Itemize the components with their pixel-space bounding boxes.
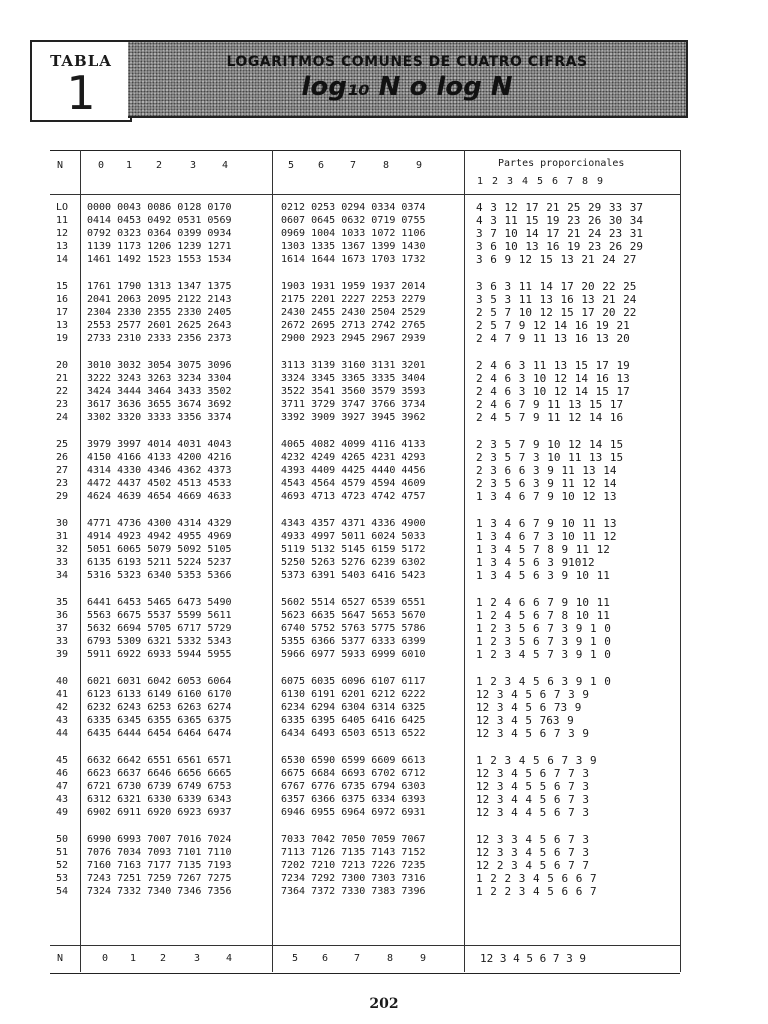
row-number: 40 bbox=[56, 676, 69, 687]
row-proportional-parts: 1 2 2 3 4 5 6 6 7 bbox=[476, 885, 597, 898]
row-number: 25 bbox=[56, 439, 69, 450]
row-proportional-parts: 12 3 4 5 6 7 3 9 bbox=[476, 688, 589, 701]
row-number: 33 bbox=[56, 636, 69, 647]
row-mantissas-0-4: 2041 2063 2095 2122 2143 bbox=[87, 294, 232, 305]
row-proportional-parts: 1 3 4 5 6 3 91012 bbox=[476, 556, 595, 569]
row-number: 44 bbox=[56, 728, 69, 739]
row-mantissas-5-9: 1303 1335 1367 1399 1430 bbox=[281, 241, 426, 252]
row-mantissas-0-4: 4314 4330 4346 4362 4373 bbox=[87, 465, 232, 476]
footer-rule bbox=[50, 945, 680, 946]
row-number: 35 bbox=[56, 597, 69, 608]
row-mantissas-0-4: 1461 1492 1523 1553 1534 bbox=[87, 254, 232, 265]
table-right-edge bbox=[680, 150, 681, 972]
row-mantissas-5-9: 3711 3729 3747 3766 3734 bbox=[281, 399, 426, 410]
row-number: 23 bbox=[56, 399, 69, 410]
row-mantissas-5-9: 7033 7042 7050 7059 7067 bbox=[281, 834, 426, 845]
row-proportional-parts: 2 5 7 9 12 14 16 19 21 bbox=[476, 319, 630, 332]
row-mantissas-5-9: 3113 3139 3160 3131 3201 bbox=[281, 360, 426, 371]
row-proportional-parts: 1 2 3 4 5 6 3 9 1 0 bbox=[476, 675, 611, 688]
row-mantissas-0-4: 5911 6922 6933 5944 5955 bbox=[87, 649, 232, 660]
row-proportional-parts: 2 3 5 7 9 10 12 14 15 bbox=[476, 438, 624, 451]
table-label-word: TABLA bbox=[50, 52, 112, 70]
row-proportional-parts: 1 3 4 6 7 9 10 11 13 bbox=[476, 517, 617, 530]
row-mantissas-5-9: 1903 1931 1959 1937 2014 bbox=[281, 281, 426, 292]
row-proportional-parts: 1 3 4 5 7 8 9 11 12 bbox=[476, 543, 610, 556]
row-number: 39 bbox=[56, 649, 69, 660]
row-proportional-parts: 1 2 3 4 5 6 7 3 9 bbox=[476, 754, 597, 767]
row-mantissas-5-9: 5250 5263 5276 6239 6302 bbox=[281, 557, 426, 568]
row-proportional-parts: 1 2 4 6 6 7 9 10 11 bbox=[476, 596, 610, 609]
row-number: 14 bbox=[56, 254, 69, 265]
parts-col-9: 9 bbox=[597, 176, 604, 187]
row-number: 29 bbox=[56, 491, 69, 502]
row-number: 13 bbox=[56, 241, 69, 252]
header-col-0: 0 bbox=[98, 160, 105, 171]
row-mantissas-0-4: 6312 6321 6330 6339 6343 bbox=[87, 794, 232, 805]
row-mantissas-0-4: 3617 3636 3655 3674 3692 bbox=[87, 399, 232, 410]
row-proportional-parts: 2 4 6 3 10 12 14 16 13 bbox=[476, 372, 630, 385]
row-mantissas-0-4: 7243 7251 7259 7267 7275 bbox=[87, 873, 232, 884]
row-proportional-parts: 12 3 3 4 5 6 7 3 bbox=[476, 846, 589, 859]
row-mantissas-5-9: 4933 4997 5011 6024 5033 bbox=[281, 531, 426, 542]
row-mantissas-5-9: 6530 6590 6599 6609 6613 bbox=[281, 755, 426, 766]
row-mantissas-0-4: 3302 3320 3333 3356 3374 bbox=[87, 412, 232, 423]
row-mantissas-0-4: 3424 3444 3464 3433 3502 bbox=[87, 386, 232, 397]
row-proportional-parts: 2 5 7 10 12 15 17 20 22 bbox=[476, 306, 637, 319]
row-mantissas-0-4: 6902 6911 6920 6923 6937 bbox=[87, 807, 232, 818]
row-mantissas-5-9: 6335 6395 6405 6416 6425 bbox=[281, 715, 426, 726]
row-proportional-parts: 2 4 6 3 11 13 15 17 19 bbox=[476, 359, 630, 372]
row-mantissas-5-9: 4543 4564 4579 4594 4609 bbox=[281, 478, 426, 489]
row-proportional-parts: 1 2 3 5 6 7 3 9 1 0 bbox=[476, 635, 611, 648]
row-number: 53 bbox=[56, 873, 69, 884]
row-proportional-parts: 3 7 10 14 17 21 24 23 31 bbox=[476, 227, 643, 240]
row-mantissas-0-4: 4472 4437 4502 4513 4533 bbox=[87, 478, 232, 489]
row-number: 49 bbox=[56, 807, 69, 818]
row-mantissas-0-4: 6021 6031 6042 6053 6064 bbox=[87, 676, 232, 687]
footer-col-6: 6 bbox=[322, 953, 329, 964]
parts-col-4: 4 bbox=[522, 176, 529, 187]
row-proportional-parts: 12 3 4 4 5 6 7 3 bbox=[476, 806, 589, 819]
row-proportional-parts: 2 4 5 7 9 11 12 14 16 bbox=[476, 411, 624, 424]
footer-col-8: 8 bbox=[387, 953, 394, 964]
row-mantissas-0-4: 6135 6193 5211 5224 5237 bbox=[87, 557, 232, 568]
row-mantissas-5-9: 6075 6035 6096 6107 6117 bbox=[281, 676, 426, 687]
row-proportional-parts: 1 2 2 3 4 5 6 6 7 bbox=[476, 872, 597, 885]
header-col-2: 2 bbox=[156, 160, 163, 171]
page-number: 202 bbox=[369, 996, 399, 1012]
row-proportional-parts: 2 4 6 7 9 11 13 15 17 bbox=[476, 398, 624, 411]
column-divider-middle bbox=[272, 150, 273, 972]
row-proportional-parts: 3 6 9 12 15 13 21 24 27 bbox=[476, 253, 637, 266]
row-proportional-parts: 1 2 4 5 6 7 8 10 11 bbox=[476, 609, 610, 622]
row-number: 37 bbox=[56, 623, 69, 634]
row-number: 22 bbox=[56, 386, 69, 397]
row-number: 19 bbox=[56, 333, 69, 344]
parts-col-7: 7 bbox=[567, 176, 574, 187]
row-mantissas-0-4: 5563 6675 5537 5599 5611 bbox=[87, 610, 232, 621]
row-mantissas-5-9: 0607 0645 0632 0719 0755 bbox=[281, 215, 426, 226]
row-mantissas-0-4: 7076 7034 7093 7101 7110 bbox=[87, 847, 232, 858]
row-mantissas-0-4: 3979 3997 4014 4031 4043 bbox=[87, 439, 232, 450]
row-mantissas-0-4: 2304 2330 2355 2330 2405 bbox=[87, 307, 232, 318]
row-mantissas-5-9: 5623 6635 5647 5653 5670 bbox=[281, 610, 426, 621]
row-mantissas-0-4: 1761 1790 1313 1347 1375 bbox=[87, 281, 232, 292]
footer-col-2: 2 bbox=[160, 953, 167, 964]
row-number: 50 bbox=[56, 834, 69, 845]
table-label bbox=[30, 40, 132, 122]
row-proportional-parts: 12 2 3 4 5 6 7 7 bbox=[476, 859, 589, 872]
title-banner bbox=[128, 40, 688, 118]
row-number: 24 bbox=[56, 412, 69, 423]
header-col-4: 4 bbox=[222, 160, 229, 171]
row-number: 26 bbox=[56, 452, 69, 463]
row-number: 12 bbox=[56, 228, 69, 239]
footer-col-1: 1 bbox=[130, 953, 137, 964]
row-mantissas-5-9: 2672 2695 2713 2742 2765 bbox=[281, 320, 426, 331]
row-proportional-parts: 1 3 4 6 7 9 10 12 13 bbox=[476, 490, 617, 503]
row-number: 31 bbox=[56, 531, 69, 542]
parts-col-8: 8 bbox=[582, 176, 589, 187]
row-mantissas-5-9: 0969 1004 1033 1072 1106 bbox=[281, 228, 426, 239]
row-mantissas-0-4: 6435 6444 6454 6464 6474 bbox=[87, 728, 232, 739]
row-number: 54 bbox=[56, 886, 69, 897]
row-proportional-parts: 12 3 3 4 5 6 7 3 bbox=[476, 833, 589, 846]
row-mantissas-0-4: 6123 6133 6149 6160 6170 bbox=[87, 689, 232, 700]
row-mantissas-0-4: 2733 2310 2333 2356 2373 bbox=[87, 333, 232, 344]
row-proportional-parts: 12 3 4 5 763 9 bbox=[476, 714, 574, 727]
row-mantissas-0-4: 6232 6243 6253 6263 6274 bbox=[87, 702, 232, 713]
row-number: LO bbox=[56, 202, 69, 213]
row-mantissas-5-9: 3522 3541 3560 3579 3593 bbox=[281, 386, 426, 397]
row-mantissas-0-4: 0414 0453 0492 0531 0569 bbox=[87, 215, 232, 226]
row-number: 32 bbox=[56, 544, 69, 555]
row-mantissas-5-9: 6357 6366 6375 6334 6393 bbox=[281, 794, 426, 805]
row-proportional-parts: 2 4 6 3 10 12 14 15 17 bbox=[476, 385, 630, 398]
row-mantissas-5-9: 2900 2923 2945 2967 2939 bbox=[281, 333, 426, 344]
row-number: 42 bbox=[56, 702, 69, 713]
row-proportional-parts: 12 3 4 5 6 73 9 bbox=[476, 701, 582, 714]
header-col-1: 1 bbox=[126, 160, 133, 171]
row-number: 17 bbox=[56, 307, 69, 318]
row-number: 16 bbox=[56, 294, 69, 305]
row-number: 47 bbox=[56, 781, 69, 792]
row-mantissas-0-4: 6793 5309 6321 5332 5343 bbox=[87, 636, 232, 647]
row-number: 15 bbox=[56, 281, 69, 292]
row-mantissas-5-9: 4232 4249 4265 4231 4293 bbox=[281, 452, 426, 463]
row-mantissas-5-9: 4393 4409 4425 4440 4456 bbox=[281, 465, 426, 476]
row-number: 27 bbox=[56, 465, 69, 476]
row-mantissas-5-9: 6434 6493 6503 6513 6522 bbox=[281, 728, 426, 739]
parts-col-2: 2 bbox=[492, 176, 499, 187]
row-mantissas-0-4: 6632 6642 6551 6561 6571 bbox=[87, 755, 232, 766]
header-rule bbox=[50, 194, 680, 195]
row-proportional-parts: 3 6 10 13 16 19 23 26 29 bbox=[476, 240, 643, 253]
row-mantissas-0-4: 4624 4639 4654 4669 4633 bbox=[87, 491, 232, 502]
footer-col-4: 4 bbox=[226, 953, 233, 964]
row-number: 20 bbox=[56, 360, 69, 371]
row-mantissas-0-4: 4150 4166 4133 4200 4216 bbox=[87, 452, 232, 463]
row-number: 11 bbox=[56, 215, 69, 226]
header-col-8: 8 bbox=[383, 160, 390, 171]
row-number: 23 bbox=[56, 478, 69, 489]
row-proportional-parts: 12 3 4 5 6 7 3 9 bbox=[476, 727, 589, 740]
row-proportional-parts: 2 3 5 7 3 10 11 13 15 bbox=[476, 451, 624, 464]
row-proportional-parts: 1 3 4 6 7 3 10 11 12 bbox=[476, 530, 617, 543]
column-divider-n bbox=[80, 150, 81, 972]
footer-col-3: 3 bbox=[194, 953, 201, 964]
row-mantissas-0-4: 2553 2577 2601 2625 2643 bbox=[87, 320, 232, 331]
row-mantissas-5-9: 5355 6366 5377 6333 6399 bbox=[281, 636, 426, 647]
row-mantissas-0-4: 6623 6637 6646 6656 6665 bbox=[87, 768, 232, 779]
row-mantissas-5-9: 4343 4357 4371 4336 4900 bbox=[281, 518, 426, 529]
row-mantissas-5-9: 4693 4713 4723 4742 4757 bbox=[281, 491, 426, 502]
header-col-7: 7 bbox=[350, 160, 357, 171]
row-mantissas-5-9: 1614 1644 1673 1703 1732 bbox=[281, 254, 426, 265]
row-mantissas-0-4: 5632 6694 5705 6717 5729 bbox=[87, 623, 232, 634]
row-proportional-parts: 12 3 4 5 6 7 7 3 bbox=[476, 767, 589, 780]
title-line2: log₁₀ N o log N bbox=[301, 72, 513, 102]
footer-col-5: 5 bbox=[292, 953, 299, 964]
row-proportional-parts: 1 2 3 5 6 7 3 9 1 0 bbox=[476, 622, 611, 635]
row-number: 30 bbox=[56, 518, 69, 529]
row-mantissas-0-4: 7324 7332 7340 7346 7356 bbox=[87, 886, 232, 897]
row-mantissas-0-4: 5316 5323 6340 5353 5366 bbox=[87, 570, 232, 581]
row-mantissas-5-9: 5373 6391 5403 6416 5423 bbox=[281, 570, 426, 581]
row-number: 13 bbox=[56, 320, 69, 331]
row-proportional-parts: 4 3 11 15 19 23 26 30 34 bbox=[476, 214, 643, 227]
row-proportional-parts: 1 3 4 5 6 3 9 10 11 bbox=[476, 569, 610, 582]
row-proportional-parts: 3 6 3 11 14 17 20 22 25 bbox=[476, 280, 637, 293]
row-mantissas-0-4: 1139 1173 1206 1239 1271 bbox=[87, 241, 232, 252]
row-number: 52 bbox=[56, 860, 69, 871]
header-col-5: 5 bbox=[288, 160, 295, 171]
row-number: 33 bbox=[56, 557, 69, 568]
row-mantissas-5-9: 2430 2455 2430 2504 2529 bbox=[281, 307, 426, 318]
row-number: 21 bbox=[56, 373, 69, 384]
row-proportional-parts: 12 3 4 4 5 6 7 3 bbox=[476, 793, 589, 806]
row-mantissas-0-4: 4914 4923 4942 4955 4969 bbox=[87, 531, 232, 542]
row-mantissas-5-9: 7234 7292 7300 7303 7316 bbox=[281, 873, 426, 884]
table-label-number: 1 bbox=[66, 66, 96, 120]
row-proportional-parts: 3 5 3 11 13 16 13 21 24 bbox=[476, 293, 637, 306]
row-mantissas-5-9: 3324 3345 3365 3335 3404 bbox=[281, 373, 426, 384]
column-divider-parts bbox=[464, 150, 465, 972]
row-mantissas-5-9: 6767 6776 6735 6794 6303 bbox=[281, 781, 426, 792]
row-mantissas-5-9: 5119 5132 5145 6159 5172 bbox=[281, 544, 426, 555]
title-line1: LOGARITMOS COMUNES DE CUATRO CIFRAS bbox=[226, 54, 588, 70]
row-mantissas-5-9: 5602 5514 6527 6539 6551 bbox=[281, 597, 426, 608]
row-proportional-parts: 2 4 7 9 11 13 16 13 20 bbox=[476, 332, 630, 345]
row-mantissas-0-4: 7160 7163 7177 7135 7193 bbox=[87, 860, 232, 871]
footer-col-7: 7 bbox=[354, 953, 361, 964]
row-number: 43 bbox=[56, 794, 69, 805]
footer-col-0: 0 bbox=[102, 953, 109, 964]
row-number: 36 bbox=[56, 610, 69, 621]
parts-col-5: 5 bbox=[537, 176, 544, 187]
row-mantissas-5-9: 6130 6191 6201 6212 6222 bbox=[281, 689, 426, 700]
row-number: 34 bbox=[56, 570, 69, 581]
row-mantissas-5-9: 0212 0253 0294 0334 0374 bbox=[281, 202, 426, 213]
row-mantissas-0-4: 6721 6730 6739 6749 6753 bbox=[87, 781, 232, 792]
row-mantissas-0-4: 5051 6065 5079 5092 5105 bbox=[87, 544, 232, 555]
row-mantissas-0-4: 3010 3032 3054 3075 3096 bbox=[87, 360, 232, 371]
row-mantissas-5-9: 6946 6955 6964 6972 6931 bbox=[281, 807, 426, 818]
row-mantissas-5-9: 2175 2201 2227 2253 2279 bbox=[281, 294, 426, 305]
footer-col-9: 9 bbox=[420, 953, 427, 964]
parts-col-3: 3 bbox=[507, 176, 514, 187]
row-mantissas-5-9: 3392 3909 3927 3945 3962 bbox=[281, 412, 426, 423]
row-mantissas-5-9: 5966 6977 5933 6999 6010 bbox=[281, 649, 426, 660]
row-mantissas-5-9: 6675 6684 6693 6702 6712 bbox=[281, 768, 426, 779]
row-number: 43 bbox=[56, 715, 69, 726]
row-mantissas-5-9: 7202 7210 7213 7226 7235 bbox=[281, 860, 426, 871]
row-number: 51 bbox=[56, 847, 69, 858]
row-mantissas-0-4: 0792 0323 0364 0399 0934 bbox=[87, 228, 232, 239]
header-col-3: 3 bbox=[190, 160, 197, 171]
row-number: 41 bbox=[56, 689, 69, 700]
row-mantissas-5-9: 6234 6294 6304 6314 6325 bbox=[281, 702, 426, 713]
row-mantissas-5-9: 6740 5752 5763 5775 5786 bbox=[281, 623, 426, 634]
footer-parts: 12 3 4 5 6 7 3 9 bbox=[480, 952, 586, 965]
row-mantissas-0-4: 6335 6345 6355 6365 6375 bbox=[87, 715, 232, 726]
header-col-9: 9 bbox=[416, 160, 423, 171]
header-col-6: 6 bbox=[318, 160, 325, 171]
parts-col-1: 1 bbox=[477, 176, 484, 187]
parts-header: Partes proporcionales bbox=[498, 158, 625, 169]
row-proportional-parts: 2 3 6 6 3 9 11 13 14 bbox=[476, 464, 617, 477]
row-proportional-parts: 4 3 12 17 21 25 29 33 37 bbox=[476, 201, 643, 214]
row-mantissas-0-4: 0000 0043 0086 0128 0170 bbox=[87, 202, 232, 213]
row-proportional-parts: 2 3 5 6 3 9 11 12 14 bbox=[476, 477, 617, 490]
row-number: 46 bbox=[56, 768, 69, 779]
row-mantissas-5-9: 7364 7372 7330 7383 7396 bbox=[281, 886, 426, 897]
footer-n: N bbox=[57, 953, 64, 964]
row-mantissas-5-9: 7113 7126 7135 7143 7152 bbox=[281, 847, 426, 858]
row-mantissas-0-4: 3222 3243 3263 3234 3304 bbox=[87, 373, 232, 384]
row-proportional-parts: 12 3 4 5 5 6 7 3 bbox=[476, 780, 589, 793]
row-number: 45 bbox=[56, 755, 69, 766]
row-mantissas-0-4: 6441 6453 5465 6473 5490 bbox=[87, 597, 232, 608]
row-mantissas-0-4: 6990 6993 7007 7016 7024 bbox=[87, 834, 232, 845]
row-mantissas-0-4: 4771 4736 4300 4314 4329 bbox=[87, 518, 232, 529]
row-mantissas-5-9: 4065 4082 4099 4116 4133 bbox=[281, 439, 426, 450]
row-proportional-parts: 1 2 3 4 5 7 3 9 1 0 bbox=[476, 648, 611, 661]
header-n: N bbox=[57, 160, 64, 171]
parts-col-6: 6 bbox=[552, 176, 559, 187]
